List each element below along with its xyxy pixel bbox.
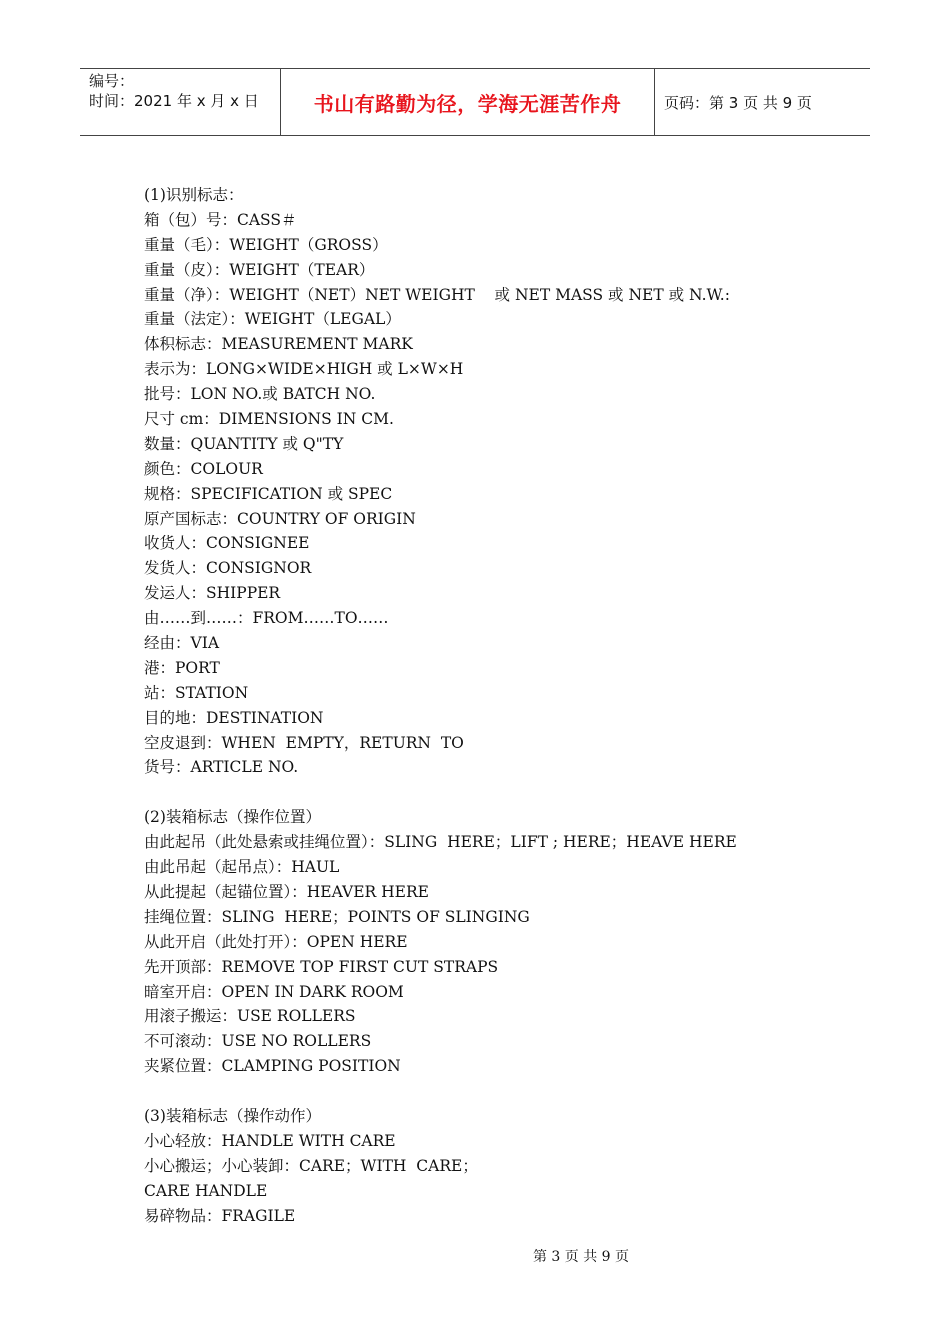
term-line: 原产国标志：COUNTRY OF ORIGIN [144,509,416,528]
term-line: 由此起吊（此处悬索或挂绳位置）：SLING HERE；LIFT ; HERE；HEAVE HERE [144,833,737,852]
term-line: 发运人：SHIPPER [144,584,281,603]
term-line: 小心搬运；小心装卸：CARE；WITH CARE； [144,1156,478,1175]
term-line: 表示为：LONG×WIDE×HIGH 或 L×W×H [144,360,464,379]
term-line: 易碎物品：FRAGILE [144,1206,296,1225]
term-line: CARE HANDLE [144,1181,268,1200]
header-motto: 书山有路勤为径，学海无涯苦作舟 [281,69,655,135]
term-line: 夹紧位置：CLAMPING POSITION [144,1057,401,1076]
term-line: 站：STATION [144,683,249,702]
term-line: 空皮退到：WHEN EMPTY，RETURN TO [144,733,464,752]
document-header [80,68,870,136]
term-line: 不可滚动：USE NO ROLLERS [144,1032,372,1051]
term-line: 用滚子搬运：USE ROLLERS [144,1007,356,1026]
term-line: 挂绳位置：SLING HERE；POINTS OF SLINGING [144,907,530,926]
time-label: 时间：2021 年 x 月 x 日 [89,92,259,110]
footer-page-number: 第 3 页 共 9 页 [532,1249,630,1265]
term-line: 批号：LON NO.或 BATCH NO. [144,385,376,404]
section-spacer [144,780,844,805]
term-line: 货号：ARTICLE NO. [144,758,299,777]
section-heading: (1)识别标志： [144,186,244,204]
section-heading: (2)装箱标志（操作位置） [144,808,321,827]
term-line: 由……到……：FROM……TO…… [144,609,389,628]
term-line: 重量（法定）：WEIGHT（LEGAL） [144,310,401,329]
term-line: 颜色：COLOUR [144,459,263,478]
term-line: 小心轻放：HANDLE WITH CARE [144,1131,396,1150]
term-line: 尺寸 cm：DIMENSIONS IN CM. [144,410,394,429]
term-line: 港：PORT [144,658,220,677]
term-line: 由此吊起（起吊点）：HAUL [144,858,340,877]
term-line: 发货人：CONSIGNOR [144,559,312,578]
document-body [144,183,844,1228]
term-line: 先开顶部：REMOVE TOP FIRST CUT STRAPS [144,957,499,976]
section-spacer [144,1079,844,1104]
term-line: 规格：SPECIFICATION 或 SPEC [144,484,393,503]
term-line: 重量（毛）：WEIGHT（GROSS） [144,235,388,254]
term-line: 暗室开启：OPEN IN DARK ROOM [144,982,404,1001]
header-page-info: 页码：第 3 页 共 9 页 [664,93,812,112]
term-line: 箱（包）号：CASS＃ [144,210,297,229]
term-line: 重量（皮）：WEIGHT（TEAR） [144,260,375,279]
page-footer [0,1246,950,1266]
term-line: 目的地：DESTINATION [144,708,324,727]
term-line: 从此开启（此处打开）：OPEN HERE [144,932,408,951]
term-line: 从此提起（起锚位置）：HEAVER HERE [144,882,429,901]
number-label: 编号： [89,72,135,90]
term-line: 经由：VIA [144,634,220,653]
header-meta [80,69,281,135]
section-heading: (3)装箱标志（操作动作） [144,1106,321,1125]
term-line: 重量（净）：WEIGHT（NET）NET WEIGHT 或 NET MASS 或 NET 或 N.W.: [144,285,730,304]
term-line: 数量：QUANTITY 或 Q"TY [144,434,344,453]
term-line: 收货人：CONSIGNEE [144,534,310,553]
term-line: 体积标志：MEASUREMENT MARK [144,335,413,354]
